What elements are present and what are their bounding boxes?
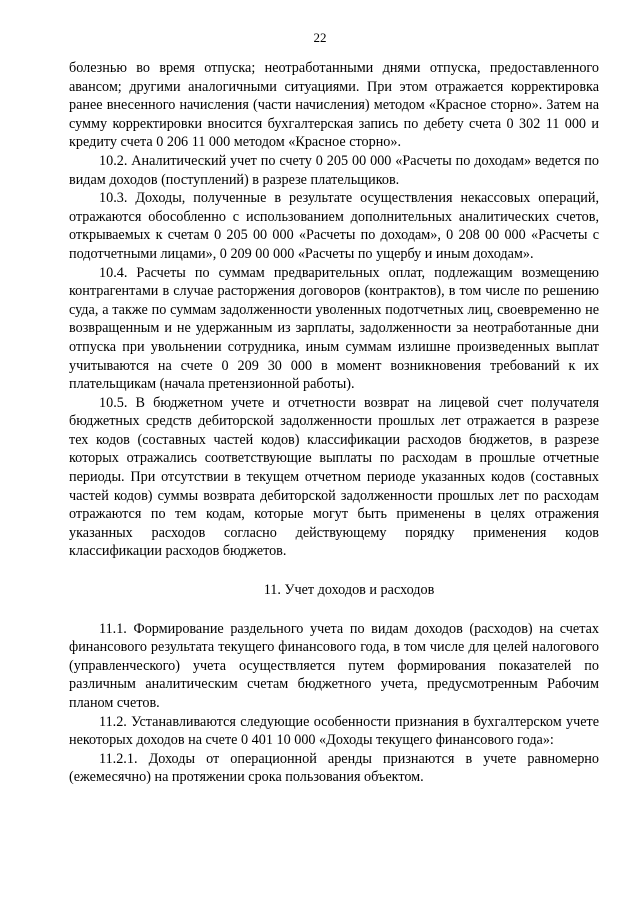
- spacer: [69, 600, 599, 620]
- document-body: [69, 59, 599, 787]
- paragraph-continuation: болезнью во время отпуска; неотработанными днями отпуска, предоставленного авансом; другими аналогичными ситуациями. При этом отражается корректировка ранее внесенного начисления (части начисления) методом «Красное сторно». Затем на сумму корректировки вносится бухгалтерская запись по дебету счета 0 302 11 000 и кредиту счета 0 206 11 000 методом «Красное сторно».: [69, 60, 599, 151]
- paragraph-11-2-1: 11.2.1. Доходы от операционной аренды признаются в учете равномерно (ежемесячно) на протяжении срока пользования объектом.: [69, 750, 599, 786]
- paragraph-11-2: 11.2. Устанавливаются следующие особенности признания в бухгалтерском учете некоторых доходов на счете 0 401 10 000 «Доходы текущего финансового года»:: [69, 713, 599, 749]
- spacer: [69, 561, 599, 581]
- paragraph-11-1: 11.1. Формирование раздельного учета по видам доходов (расходов) на счетах финансового результата текущего финансового года, в том числе для целей налогового (управленческого) учета осуществляется путем формирования показателей по различным аналитическим счетам бюджетного учета, предусмотренным Рабочим планом счетов.: [69, 620, 599, 711]
- paragraph-10-5: 10.5. В бюджетном учете и отчетности возврат на лицевой счет получателя бюджетных средств дебиторской задолженности прошлых лет отражается в разрезе тех кодов (составных частей кодов) классификации расходов бюджетов, в разрезе которых отражались соответствующие выплаты по расходам в прошлые отчетные периоды. При отсутствии в текущем отчетном периоде указанных кодов (составных частей кодов) суммы возврата дебиторской задолженности прошлых лет по расходам отражаются по тем кодам, которые могут быть применены в целях отражения указанных расходов согласно действующему порядку применения кодов классификации расходов бюджетов.: [69, 394, 599, 560]
- paragraph-10-3: 10.3. Доходы, полученные в результате осуществления некассовых операций, отражаются обособленно с использованием дополнительных аналитических счетов, открываемых к счетам 0 205 00 000 «Расчеты по доходам», 0 208 00 000 «Расчеты с подотчетными лицами», 0 209 00 000 «Расчеты по ущербу и иным доходам».: [69, 190, 599, 262]
- section-heading: 11. Учет доходов и расходов: [263, 582, 435, 599]
- paragraph-10-4: 10.4. Расчеты по суммам предварительных оплат, подлежащим возмещению контрагентами в случае расторжения договоров (контрактов), в том числе по решению суда, а также по суммам задолженности уволенных подотчетных лиц, своевременно не возвращенным и не удержанным из зарплаты, задолженности за неотработанные дни отпуска при увольнении сотрудника, иным суммам излишне произведенных выплат учитываются на счете 0 209 30 000 в момент возникновения требований к их плательщикам (начала претензионной работы).: [69, 264, 599, 393]
- paragraph-10-2: 10.2. Аналитический учет по счету 0 205 00 000 «Расчеты по доходам» ведется по видам доходов (поступлений) в разрезе плательщиков.: [69, 152, 599, 188]
- page-number: 22: [313, 30, 327, 45]
